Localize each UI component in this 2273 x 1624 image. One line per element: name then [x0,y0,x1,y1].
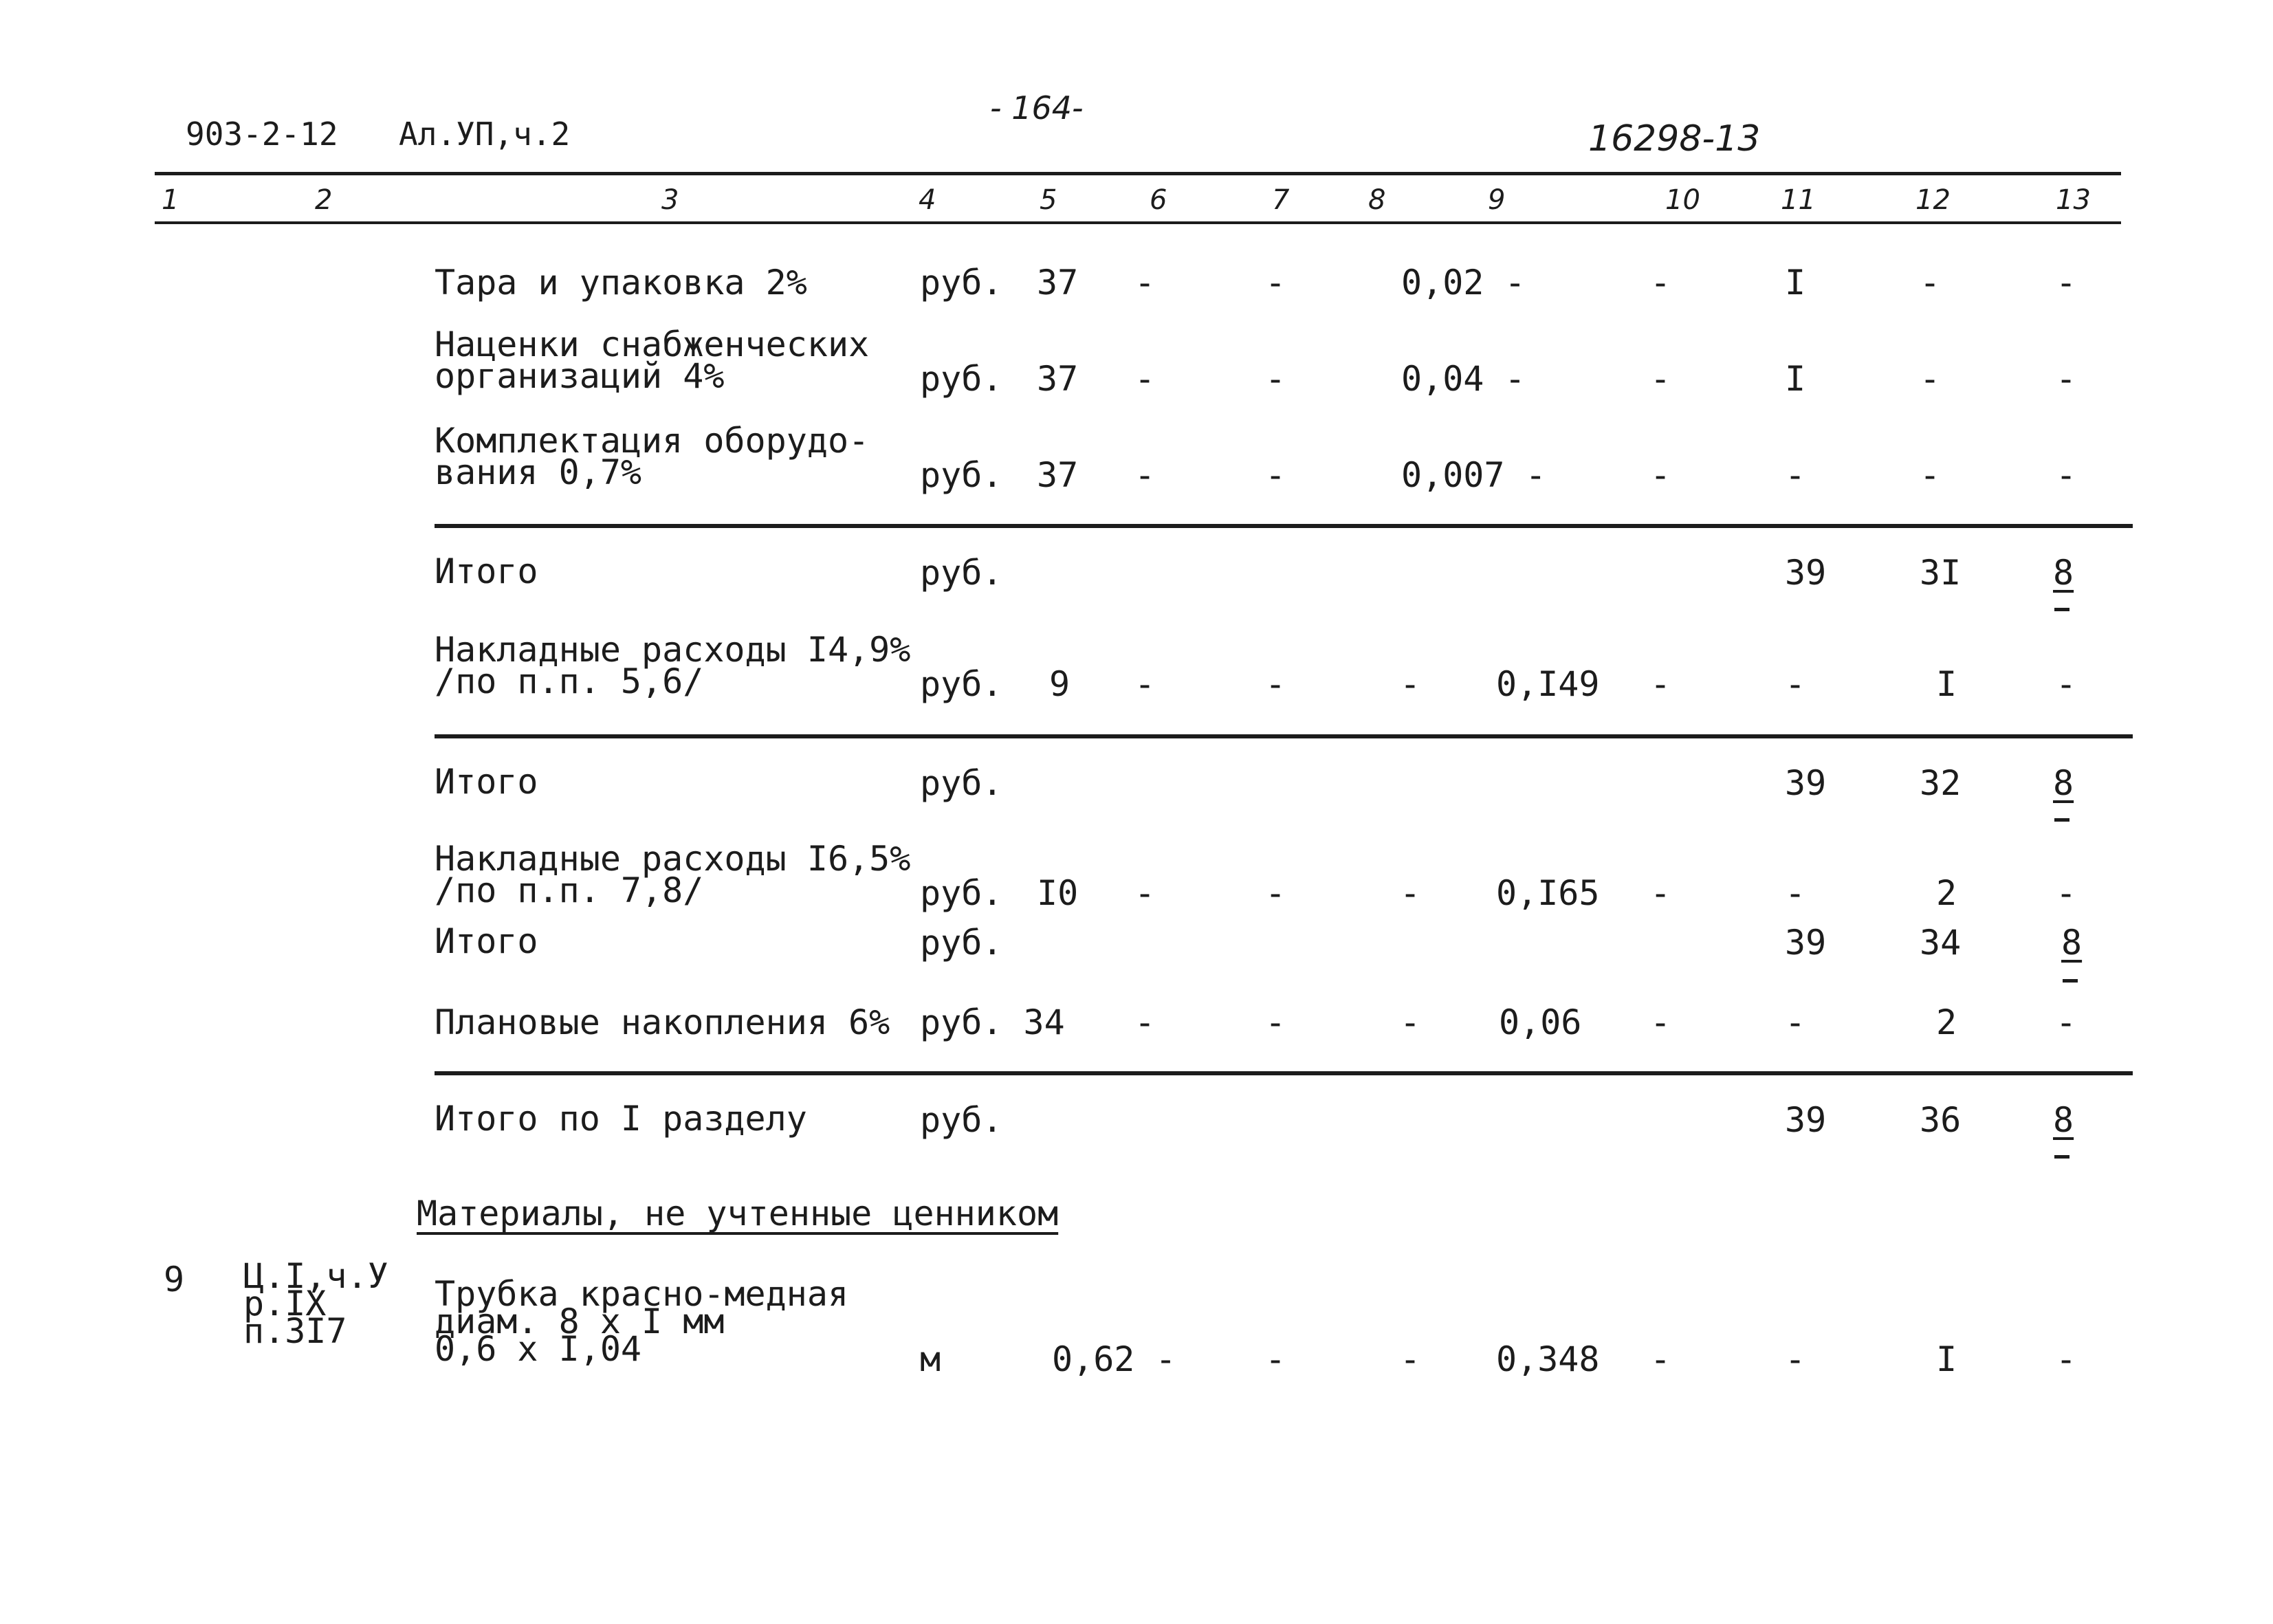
row-col11: I [1785,359,1806,399]
material-col13: - [2056,1339,2077,1379]
row-col6: - [1134,263,1156,303]
row-description: Комплектация оборудо- вания 0,7% [435,421,870,492]
material-number: 9 [164,1260,185,1299]
row-col6: - [1134,455,1156,495]
row-description: Тара и упаковка 2% [435,263,807,303]
row-col13: - [2056,263,2077,303]
row-col5: 37 [1037,359,1079,399]
row-col12: 36 [1920,1100,1962,1140]
col-num-11: 11 [1781,184,1816,216]
row-description: Итого [435,762,538,802]
row-col13: - [2056,664,2077,704]
col-num-2: 2 [315,184,333,216]
row-col5: 37 [1037,455,1079,495]
col-num-10: 10 [1665,184,1700,216]
row-col6: - [1134,359,1156,399]
col-num-5: 5 [1040,184,1057,216]
row-col8: - [1400,1002,1421,1042]
row-unit: руб. [920,553,1003,593]
row-col11: 39 [1785,923,1827,963]
row-col13: 8 [2053,763,2074,803]
row-col12: 2 [1936,873,1957,913]
row-unit: руб. [920,873,1003,913]
row-col9: 0,02 - [1401,263,1526,303]
row-col12: I [1936,664,1957,704]
material-col7: - [1265,1339,1286,1379]
row-description: Итого по I разделу [435,1099,807,1139]
row-unit: руб. [920,455,1003,495]
row-description: Плановые накопления 6% [435,1002,890,1042]
row-unit: руб. 34 [920,1002,1065,1042]
row-col12: - [1920,359,1941,399]
row-description: Накладные расходы I4,9% /по п.п. 5,6/ [435,630,911,701]
row-col13: - [2056,873,2077,913]
material-col11: - [1785,1339,1806,1379]
row-col11: - [1785,873,1806,913]
header-bottom-rule [155,221,2121,224]
section-title: Материалы, не учтенные ценником [417,1194,1059,1233]
fraction-dash [2054,1155,2069,1159]
row-col13: 8 [2053,553,2074,593]
row-col12: 32 [1920,763,1962,803]
material-col8: - [1400,1339,1421,1379]
subtotal-rule [435,524,2133,528]
row-unit: руб. [920,263,1003,303]
row-col12: - [1920,263,1941,303]
row-description: Итого [435,551,538,591]
row-col7: - [1265,455,1286,495]
row-col10: - [1650,263,1671,303]
row-col10: - [1650,664,1671,704]
row-col9: 0,I49 [1496,664,1600,704]
row-unit: руб. [920,1100,1003,1140]
row-col8: - [1400,664,1421,704]
row-col9: 0,04 - [1401,359,1526,399]
row-unit: руб. [920,923,1003,963]
row-unit: руб. [920,763,1003,803]
material-price-ref: Ц.I,ч.У р.IX п.3I7 [243,1256,388,1351]
doc-code: 903-2-12 [186,116,338,153]
col-num-1: 1 [162,184,179,216]
row-col7: - [1265,664,1286,704]
row-description: Итого [435,921,538,961]
row-col10: - [1650,873,1671,913]
row-col6: - [1134,1002,1156,1042]
row-col12: - [1920,455,1941,495]
fraction-dash [2063,979,2078,983]
row-col11: - [1785,455,1806,495]
subtotal-rule [435,734,2133,738]
row-description: Накладные расходы I6,5% /по п.п. 7,8/ [435,839,911,910]
row-col13: - [2056,359,2077,399]
row-col7: - [1265,263,1286,303]
row-unit: руб. [920,664,1003,704]
inventory-number: 16298-13 [1588,118,1761,160]
row-col7: - [1265,1002,1286,1042]
row-col9: 0,06 [1499,1002,1582,1042]
row-col13: 8 [2061,923,2083,963]
col-num-4: 4 [919,184,936,216]
row-col7: - [1265,873,1286,913]
row-col13: - [2056,455,2077,495]
row-col13: 8 [2053,1100,2074,1140]
row-col12: 2 [1936,1002,1957,1042]
album-label: Ал.УП,ч.2 [399,116,571,153]
row-col10: - [1650,359,1671,399]
row-col9: 0,I65 [1496,873,1600,913]
row-col12: 3I [1920,553,1962,593]
row-col10: - [1650,455,1671,495]
material-unit: м [920,1339,941,1379]
col-num-12: 12 [1915,184,1951,216]
row-col8: - [1400,873,1421,913]
row-col10: - [1650,1002,1671,1042]
row-col6: - [1134,873,1156,913]
row-col11: - [1785,1002,1806,1042]
row-col7: - [1265,359,1286,399]
col-num-13: 13 [2056,184,2091,216]
col-num-3: 3 [661,184,679,216]
row-col11: I [1785,263,1806,303]
section-total-rule [435,1071,2133,1075]
row-col13: - [2056,1002,2077,1042]
row-col11: - [1785,664,1806,704]
page-number: - 164- [990,89,1084,127]
fraction-dash [2054,608,2069,611]
row-col12: 34 [1920,923,1962,963]
row-col11: 39 [1785,553,1827,593]
material-col5: 0,62 - [1052,1339,1176,1379]
material-col9: 0,348 [1496,1339,1600,1379]
material-description: Трубка красно-медная диам. 8 х I мм 0,6 х I,04 [435,1274,849,1369]
col-num-7: 7 [1272,184,1290,216]
col-num-9: 9 [1488,184,1506,216]
col-num-8: 8 [1368,184,1386,216]
col-num-6: 6 [1150,184,1167,216]
row-unit: руб. [920,359,1003,399]
row-col5: 9 [1049,664,1070,704]
material-col12: I [1936,1339,1957,1379]
material-col10: - [1650,1339,1671,1379]
row-col11: 39 [1785,763,1827,803]
row-col5: I0 [1037,873,1079,913]
row-col6: - [1134,664,1156,704]
fraction-dash [2054,818,2069,822]
row-col9: 0,007 - [1401,455,1546,495]
row-col5: 37 [1037,263,1079,303]
header-top-rule [155,172,2121,175]
row-description: Наценки снабженческих организаций 4% [435,325,870,396]
row-col11: 39 [1785,1100,1827,1140]
